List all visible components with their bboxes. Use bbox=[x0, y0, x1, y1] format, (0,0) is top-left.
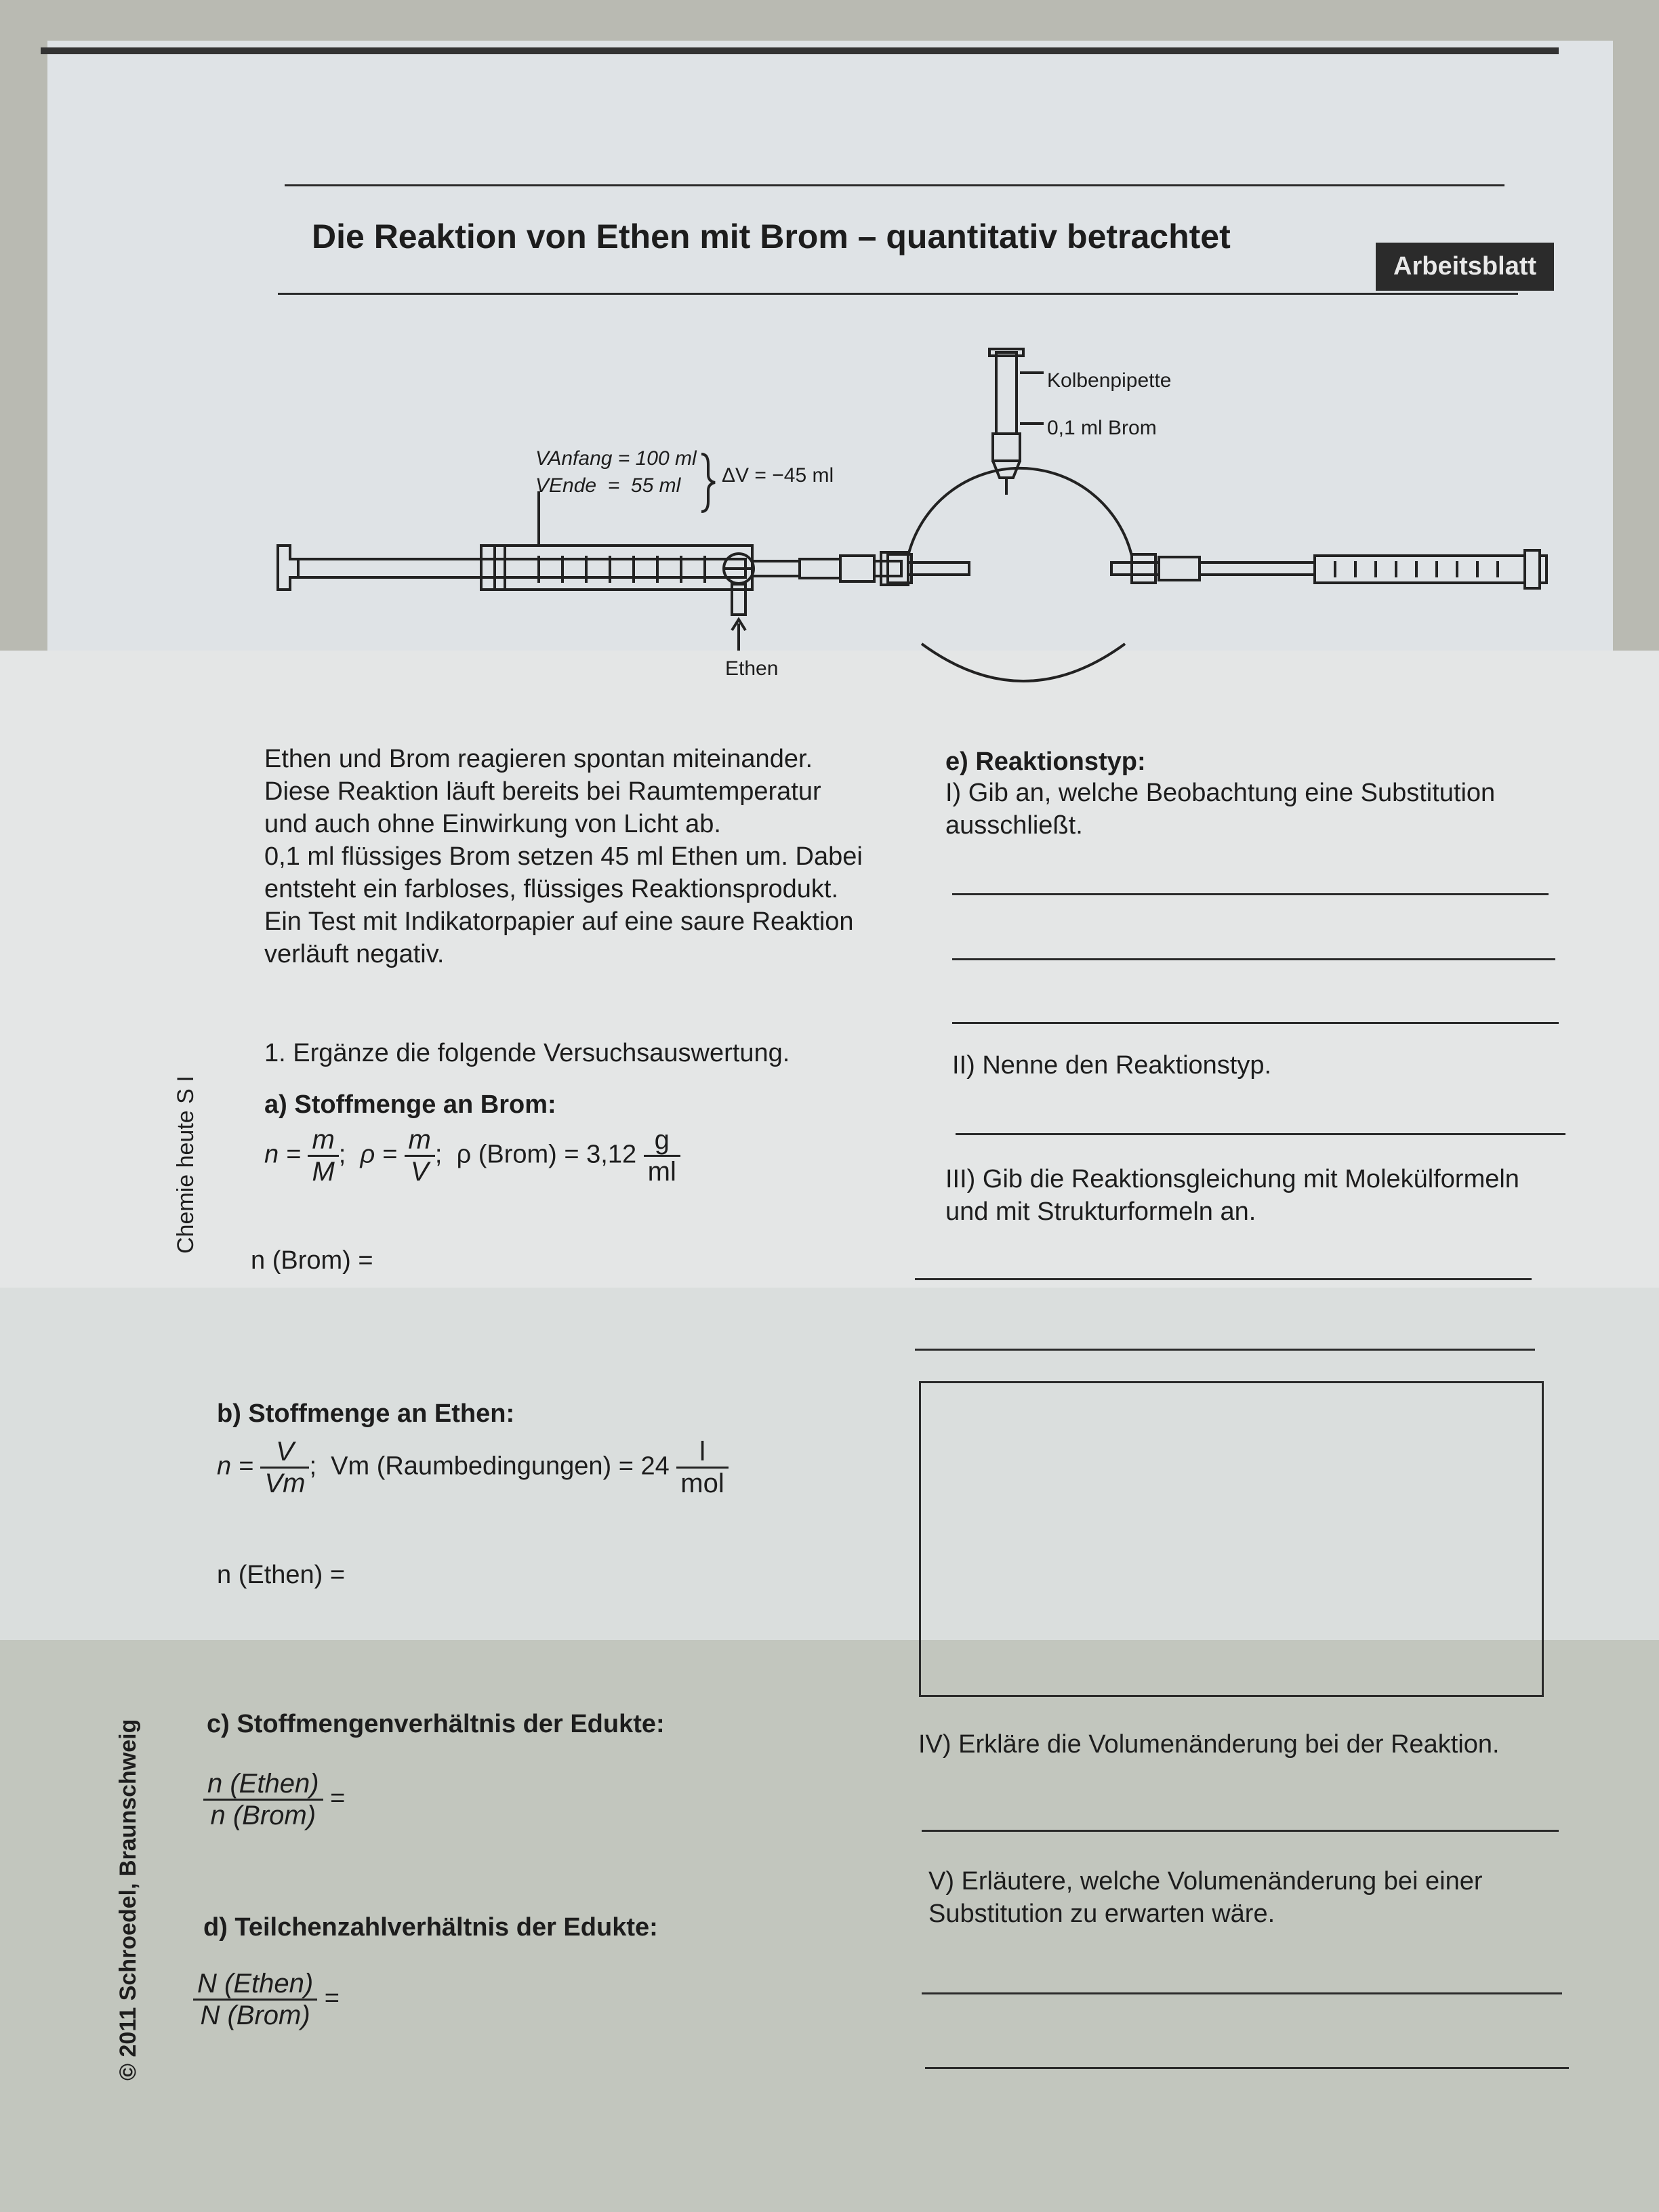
b-heading: b) Stoffmenge an Ethen: bbox=[217, 1399, 515, 1428]
c-formula: $\frac{\text{n (Ethen)}}{\text{n (Brom)}}$ = bbox=[203, 1769, 345, 1830]
intro-line: Ethen und Brom reagieren spontan miteinander. bbox=[264, 745, 813, 773]
a-rho-brom: ρ (Brom) = 3,12 bbox=[456, 1140, 637, 1169]
structure-formula-box[interactable] bbox=[919, 1381, 1544, 1697]
b-frac-V-Vm: $\frac{V}{Vm}$ bbox=[260, 1437, 309, 1498]
delta-v-label: ΔV = −45 ml bbox=[722, 464, 834, 487]
flask-bottom bbox=[922, 644, 1125, 681]
intro-text bbox=[264, 743, 863, 970]
answer-line[interactable] bbox=[952, 1022, 1559, 1024]
answer-line[interactable] bbox=[925, 2067, 1569, 2069]
d-formula: $\frac{\text{N (Ethen)}}{\text{N (Brom)}}$ = bbox=[193, 1969, 340, 2030]
e-iii: III) Gib die Reaktionsgleichung mit Molekülformeln und mit Strukturformeln an. bbox=[945, 1165, 1519, 1226]
top-border bbox=[41, 47, 1559, 54]
b-result: n (Ethen) = bbox=[217, 1561, 346, 1589]
v-end-label: VEnde = 55 ml bbox=[535, 474, 681, 497]
b-formula: n = $\frac{V}{Vm}$ ; Vm (Raumbedingungen) = 24 $\frac{l}{\text{mol}}$ bbox=[217, 1437, 729, 1498]
b-frac-l-mol: $\frac{l}{\text{mol}}$ bbox=[676, 1437, 728, 1498]
a-formula: n = $\frac{m}{M}$ ; ρ = $\frac{m}{V}$ ; ρ (Brom) = 3,12 $\frac{g}{ml}$ bbox=[264, 1125, 680, 1187]
ethen-inlet-label: Ethen bbox=[725, 657, 779, 680]
left-syringe-plunger bbox=[298, 559, 745, 577]
answer-line[interactable] bbox=[952, 958, 1555, 960]
a-rho: ρ = bbox=[360, 1140, 397, 1169]
intro-line: 0,1 ml flüssiges Brom setzen 45 ml Ethen um. Dabei bbox=[264, 842, 863, 871]
answer-line[interactable] bbox=[956, 1133, 1565, 1135]
d-heading: d) Teilchenzahlverhältnis der Edukte: bbox=[203, 1913, 658, 1942]
left-syringe-barrel bbox=[481, 546, 752, 590]
e-v: V) Erläutere, welche Volumenänderung bei einer Substitution zu erwarten wäre. bbox=[928, 1867, 1483, 1928]
brom-volume-label: 0,1 ml Brom bbox=[1047, 417, 1157, 439]
answer-line[interactable] bbox=[922, 1992, 1562, 1994]
e-i: I) Gib an, welche Beobachtung eine Substitution ausschließt. bbox=[945, 779, 1496, 840]
a-result: n (Brom) = bbox=[251, 1246, 373, 1275]
answer-line[interactable] bbox=[952, 893, 1549, 895]
apparatus-diagram bbox=[258, 339, 1559, 705]
a-frac-m-V: $\frac{m}{V}$ bbox=[405, 1125, 435, 1187]
c-heading: c) Stoffmengenverhältnis der Edukte: bbox=[207, 1710, 665, 1738]
intro-line: verläuft negativ. bbox=[264, 940, 445, 968]
page-title: Die Reaktion von Ethen mit Brom – quantitativ betrachtet bbox=[312, 218, 1231, 255]
task1-heading: 1. Ergänze die folgende Versuchsauswertung. bbox=[264, 1039, 790, 1067]
flask-top bbox=[908, 468, 1132, 556]
copyright-label: © 2011 Schroedel, Braunschweig bbox=[115, 1719, 141, 2081]
v-start-label: VAnfang = 100 ml bbox=[535, 447, 697, 470]
pipette-label: Kolbenpipette bbox=[1047, 369, 1172, 392]
worksheet-tag: Arbeitsblatt bbox=[1376, 243, 1554, 291]
b-vm-text: Vm (Raumbedingungen) = 24 bbox=[331, 1452, 670, 1481]
header-rule-top bbox=[285, 184, 1504, 186]
header-rule-bottom bbox=[278, 293, 1518, 295]
answer-line[interactable] bbox=[915, 1349, 1535, 1351]
intro-line: Ein Test mit Indikatorpapier auf eine saure Reaktion bbox=[264, 907, 854, 936]
a-frac-m-M: $\frac{m}{M}$ bbox=[308, 1125, 338, 1187]
piston-pipette bbox=[996, 352, 1017, 434]
intro-line: und auch ohne Einwirkung von Licht ab. bbox=[264, 810, 721, 838]
e-ii: II) Nenne den Reaktionstyp. bbox=[952, 1051, 1272, 1080]
answer-line[interactable] bbox=[922, 1830, 1559, 1832]
left-syringe-plunger-end bbox=[278, 546, 298, 590]
right-syringe-barrel bbox=[1315, 556, 1525, 583]
a-n: n = bbox=[264, 1140, 301, 1169]
e-heading: e) Reaktionstyp: bbox=[945, 747, 1146, 776]
a-frac-g-ml: $\frac{g}{ml}$ bbox=[644, 1125, 680, 1187]
intro-line: entsteht ein farbloses, flüssiges Reaktionsprodukt. bbox=[264, 875, 839, 903]
a-heading: a) Stoffmenge an Brom: bbox=[264, 1090, 556, 1119]
intro-line: Diese Reaktion läuft bereits bei Raumtemperatur bbox=[264, 777, 821, 806]
e-iv: IV) Erkläre die Volumenänderung bei der Reaktion. bbox=[918, 1730, 1500, 1759]
answer-line[interactable] bbox=[915, 1278, 1532, 1280]
series-label: Chemie heute S I bbox=[173, 1076, 199, 1254]
